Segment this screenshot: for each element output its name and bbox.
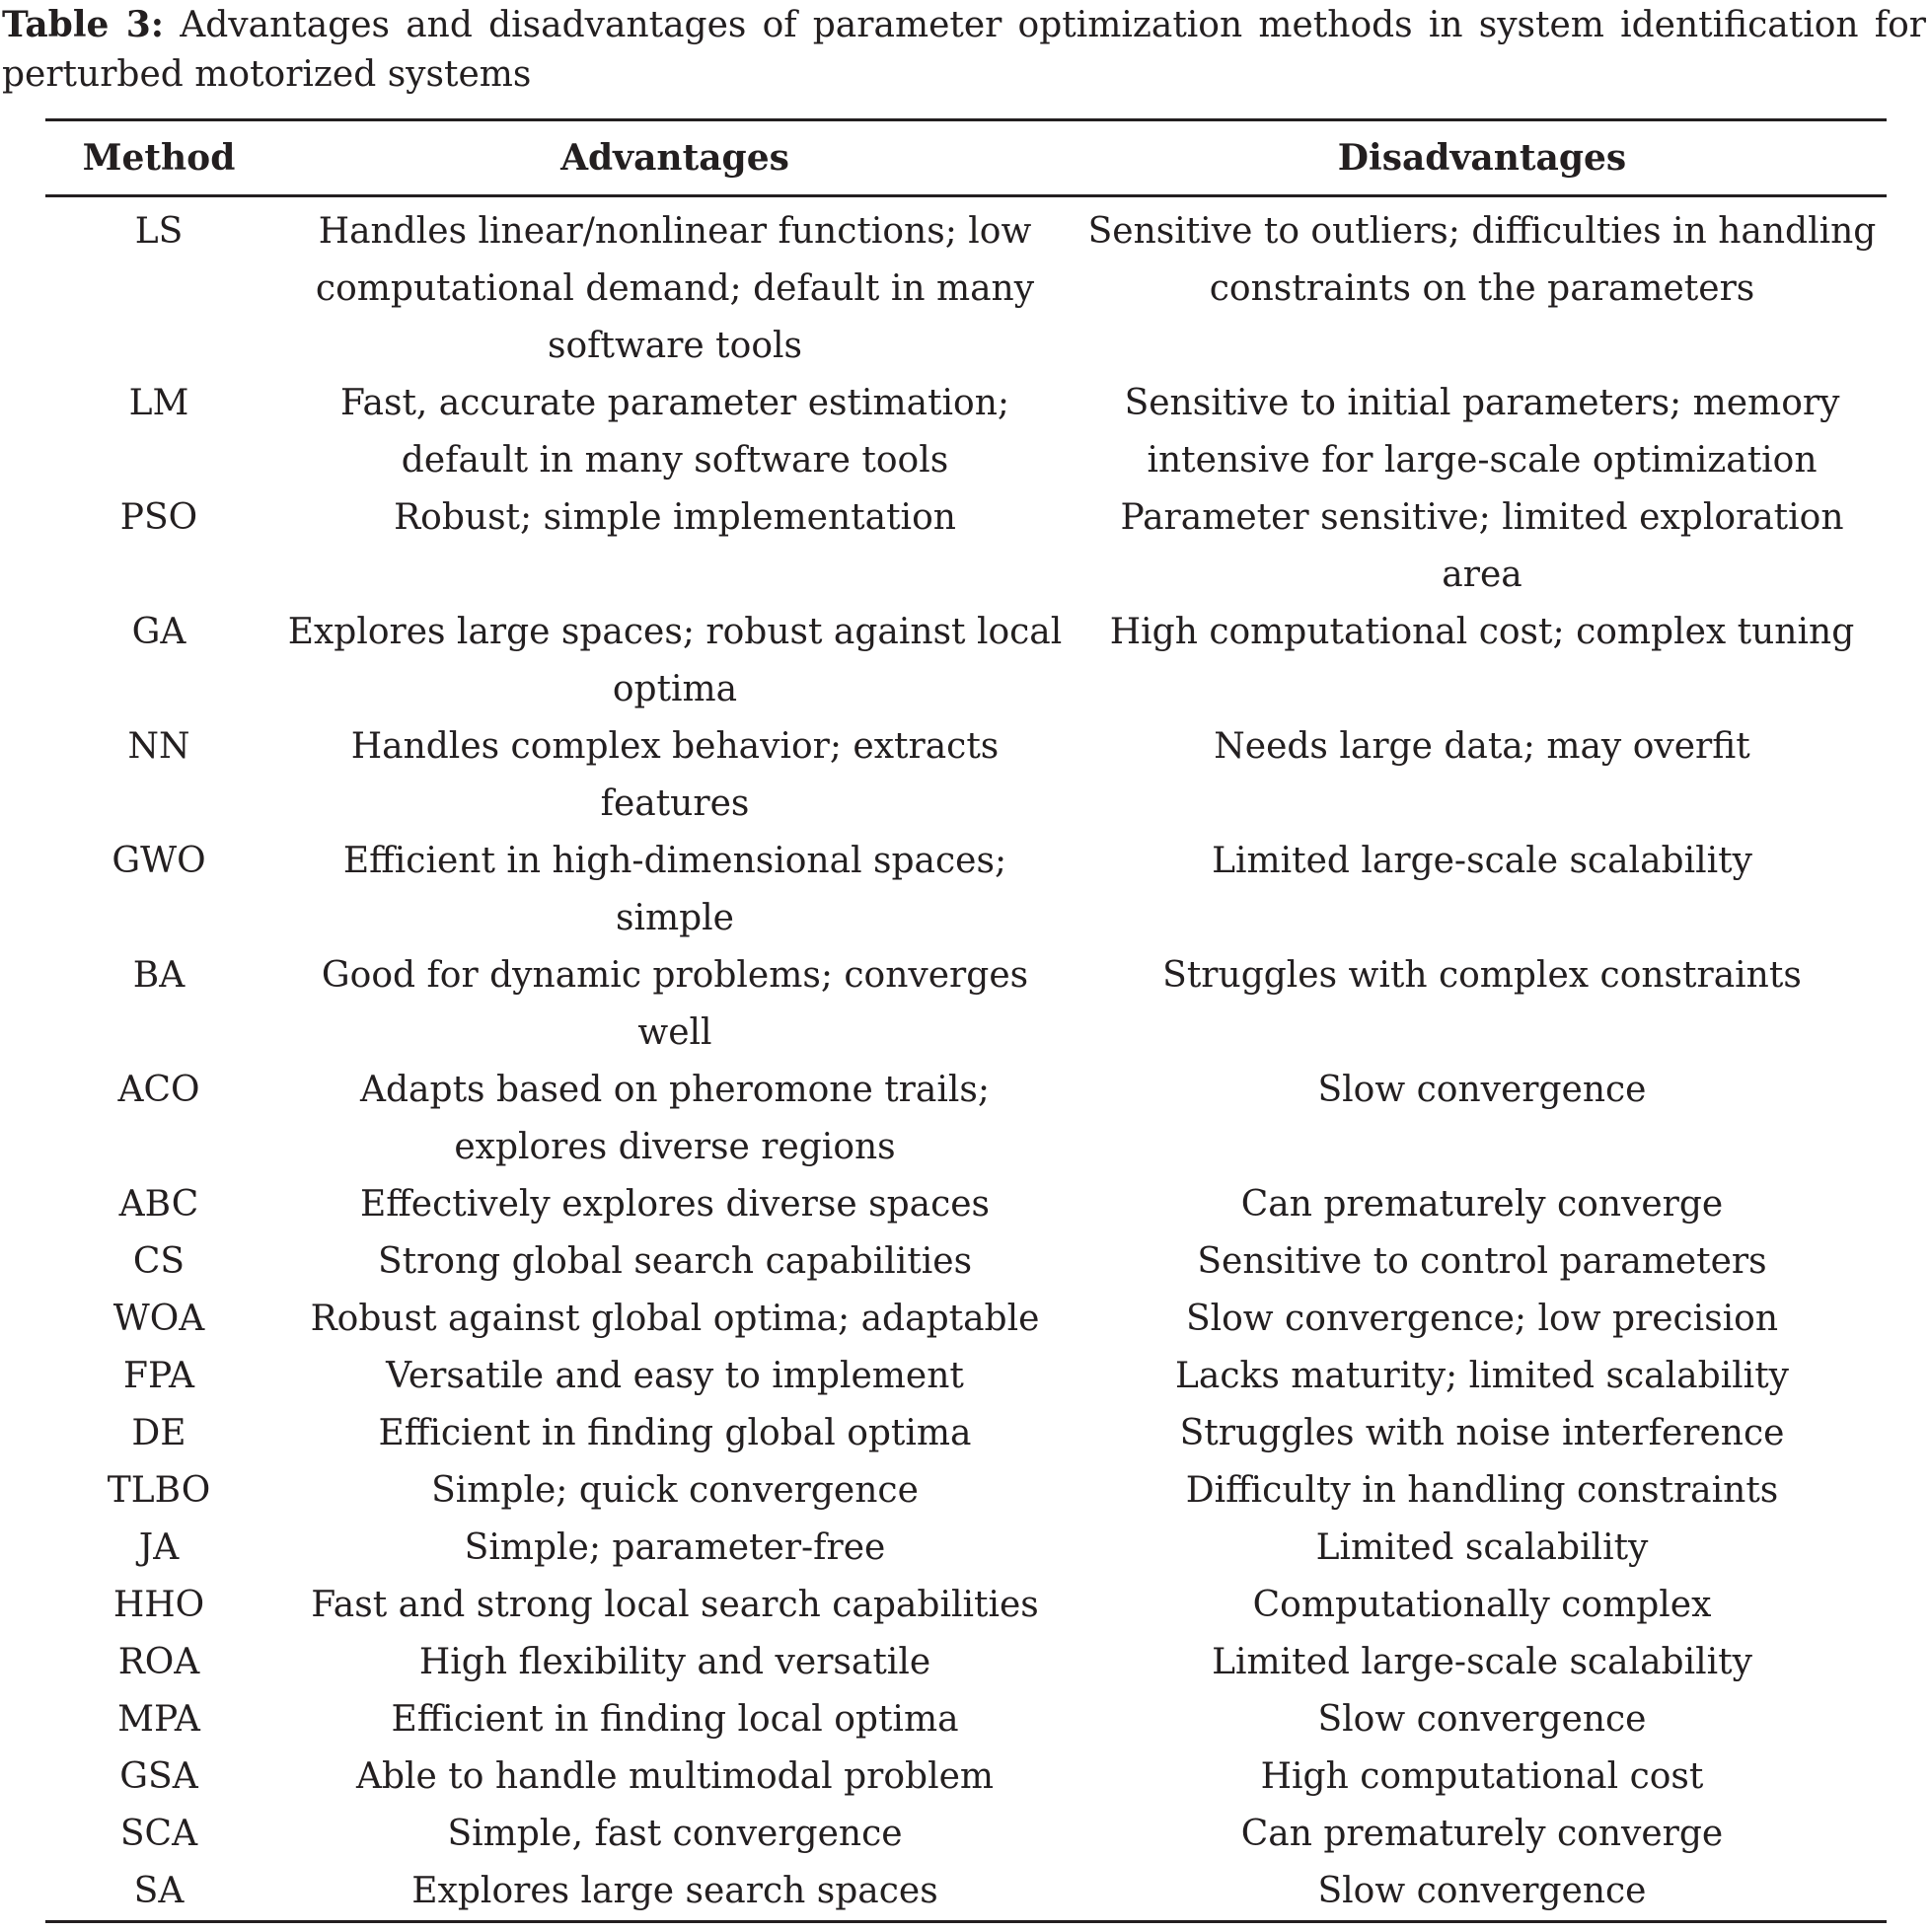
cell-disadvantages: Slow convergence; low precision	[1185, 1299, 1779, 1339]
table-row	[45, 1348, 1887, 1405]
cell-method: FPA	[123, 1356, 194, 1396]
cell-advantages: Able to handle multimodal problem	[355, 1756, 995, 1797]
table-body	[45, 196, 1887, 1922]
cell-method: MPA	[117, 1699, 200, 1740]
methods-table	[45, 118, 1887, 1923]
cell-method: SCA	[119, 1814, 198, 1854]
table-row	[45, 604, 1887, 718]
cell-method: WOA	[112, 1299, 205, 1339]
cell-advantages: Adapts based on pheromone trails; explores diverse regions	[360, 1070, 990, 1167]
cell-advantages: High flexibility and versatile	[418, 1642, 931, 1682]
table-row	[45, 1748, 1887, 1806]
table-row	[45, 1062, 1887, 1176]
table-row	[45, 833, 1887, 947]
cell-disadvantages: Can prematurely converge	[1240, 1184, 1724, 1225]
cell-disadvantages: Struggles with complex constraints	[1162, 955, 1802, 996]
cell-advantages: Good for dynamic problems; converges well	[321, 955, 1029, 1053]
cell-method: CS	[132, 1241, 186, 1282]
cell-disadvantages: Can prematurely converge	[1240, 1814, 1724, 1854]
cell-method: GA	[131, 612, 186, 652]
header-row	[45, 120, 1887, 196]
cell-advantages: Robust; simple implementation	[394, 497, 956, 538]
cell-advantages: Simple, fast convergence	[447, 1814, 903, 1854]
cell-advantages: Strong global search capabilities	[377, 1241, 973, 1282]
cell-method: ACO	[117, 1070, 200, 1110]
cell-disadvantages: High computational cost; complex tuning	[1109, 612, 1855, 652]
cell-advantages: Simple; parameter-free	[464, 1527, 886, 1568]
cell-disadvantages: Slow convergence	[1317, 1699, 1647, 1740]
cell-disadvantages: High computational cost	[1260, 1756, 1704, 1797]
table-container	[45, 118, 1887, 1923]
cell-method: ROA	[117, 1642, 200, 1682]
cell-advantages: Efficient in finding global optima	[378, 1413, 972, 1453]
cell-advantages: Handles complex behavior; extracts features	[350, 726, 1000, 824]
cell-advantages: Explores large search spaces	[272, 1863, 1077, 1922]
cell-method: HHO	[112, 1585, 205, 1625]
cell-disadvantages: Needs large data; may overfit	[1214, 726, 1750, 767]
cell-advantages: Efficient in high-dimensional spaces; simple	[342, 841, 1007, 938]
cell-method: JA	[138, 1527, 180, 1568]
caption-text: Advantages and disadvantages of parameter optimization methods in system identification for perturbed motorized systems	[2, 5, 1927, 95]
cell-disadvantages: Computationally complex	[1252, 1585, 1712, 1625]
cell-disadvantages: Slow convergence	[1317, 1070, 1647, 1110]
cell-disadvantages: Limited large-scale scalability	[1212, 841, 1752, 881]
table-row	[45, 1691, 1887, 1748]
cell-method: SA	[45, 1863, 272, 1922]
header-advantages: Advantages	[272, 120, 1077, 196]
header-method: Method	[45, 120, 272, 196]
cell-advantages: Fast, accurate parameter estimation; default in many software tools	[339, 383, 1010, 481]
table-row	[45, 1863, 1887, 1922]
table-row	[45, 1634, 1887, 1691]
cell-disadvantages: Sensitive to control parameters	[1197, 1241, 1767, 1282]
cell-advantages: Efficient in finding local optima	[391, 1699, 959, 1740]
header-disadvantages: Disadvantages	[1077, 120, 1887, 196]
cell-method: ABC	[118, 1184, 199, 1225]
cell-method: BA	[132, 955, 186, 996]
cell-disadvantages: Limited scalability	[1315, 1527, 1649, 1568]
cell-advantages: Explores large spaces; robust against local optima	[287, 612, 1063, 709]
table-row	[45, 196, 1887, 376]
cell-method: LS	[134, 211, 184, 252]
table-row	[45, 1176, 1887, 1233]
cell-disadvantages: Limited large-scale scalability	[1212, 1642, 1752, 1682]
cell-method: DE	[131, 1413, 186, 1453]
cell-method: NN	[127, 726, 190, 767]
cell-disadvantages: Difficulty in handling constraints	[1185, 1470, 1779, 1511]
cell-disadvantages: Struggles with noise interference	[1179, 1413, 1785, 1453]
cell-disadvantages: Slow convergence	[1077, 1863, 1887, 1922]
cell-advantages: Robust against global optima; adaptable	[310, 1299, 1040, 1339]
table-row	[45, 947, 1887, 1062]
cell-method: LM	[128, 383, 189, 423]
cell-method: GWO	[111, 841, 206, 881]
cell-disadvantages: Parameter sensitive; limited exploration area	[1120, 497, 1844, 595]
cell-advantages: Handles linear/nonlinear functions; low computational demand; default in many software tools	[315, 211, 1035, 366]
cell-advantages: Simple; quick convergence	[431, 1470, 919, 1511]
table-caption	[2, 0, 1926, 100]
table-row	[45, 1577, 1887, 1634]
table-row	[45, 1291, 1887, 1348]
table-row	[45, 1462, 1887, 1520]
cell-method: GSA	[119, 1756, 198, 1797]
table-row	[45, 1233, 1887, 1291]
cell-advantages: Fast and strong local search capabilities	[311, 1585, 1039, 1625]
caption-label: Table 3:	[2, 4, 165, 45]
table-row	[45, 489, 1887, 604]
cell-method: TLBO	[107, 1470, 211, 1511]
cell-disadvantages: Lacks maturity; limited scalability	[1174, 1356, 1790, 1396]
cell-advantages: Versatile and easy to implement	[386, 1356, 964, 1396]
cell-disadvantages: Sensitive to outliers; difficulties in handling constraints on the parameters	[1087, 211, 1877, 309]
cell-advantages: Effectively explores diverse spaces	[359, 1184, 991, 1225]
table-row	[45, 1405, 1887, 1462]
cell-disadvantages: Sensitive to initial parameters; memory intensive for large-scale optimization	[1124, 383, 1840, 481]
cell-method: PSO	[119, 497, 198, 538]
table-row	[45, 718, 1887, 833]
table-row	[45, 1806, 1887, 1863]
table-row	[45, 375, 1887, 489]
table-row	[45, 1520, 1887, 1577]
